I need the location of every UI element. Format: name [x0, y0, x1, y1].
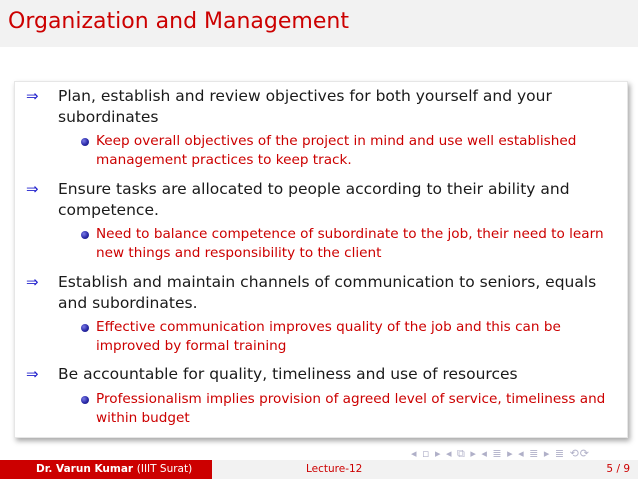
main-bullet-4: [26, 364, 606, 385]
sub-bullet-text: Need to balance competence of subordinate to the job, their need to learn new things and responsibility to the client: [96, 226, 604, 261]
main-bullet-1: [26, 86, 606, 128]
main-bullet-3: [26, 272, 606, 314]
sub-bullet-text: Keep overall objectives of the project in mind and use well established management practices to keep track.: [96, 133, 577, 168]
footer-author-panel: [0, 460, 212, 479]
bullet-dot-icon: [81, 138, 89, 146]
bullet-dot-icon: [81, 396, 89, 404]
main-bullet-2: [26, 179, 606, 221]
author-institute: (IIIT Surat): [136, 463, 193, 475]
footer-author: [36, 463, 192, 475]
implies-arrow-icon: ⇒: [26, 180, 39, 198]
slide-title: Organization and Management: [8, 9, 349, 34]
sub-bullet-3: [81, 318, 611, 356]
author-name: Dr. Varun Kumar: [36, 463, 134, 475]
main-bullet-text: Be accountable for quality, timeliness and use of resources: [58, 365, 518, 383]
main-bullet-text: Ensure tasks are allocated to people according to their ability and competence.: [58, 180, 570, 219]
beamer-navigation-controls[interactable]: ◂ ▫ ▸ ◂ ⧉ ▸ ◂ ≣ ▸ ◂ ≣ ▸ ≣ ⟲⟳: [411, 447, 591, 460]
sub-bullet-4: [81, 390, 611, 428]
footer: [0, 460, 638, 479]
footer-page-number: 5 / 9: [606, 463, 630, 475]
implies-arrow-icon: ⇒: [26, 273, 39, 291]
implies-arrow-icon: ⇒: [26, 365, 39, 383]
main-bullet-text: Plan, establish and review objectives for both yourself and your subordinates: [58, 87, 552, 126]
implies-arrow-icon: ⇒: [26, 87, 39, 105]
sub-bullet-text: Professionalism implies provision of agreed level of service, timeliness and within budget: [96, 391, 606, 426]
footer-lecture: Lecture-12: [306, 463, 363, 475]
sub-bullet-text: Effective communication improves quality of the job and this can be improved by formal training: [96, 319, 561, 354]
title-bar: [0, 0, 638, 47]
bullet-dot-icon: [81, 231, 89, 239]
sub-bullet-2: [81, 225, 611, 263]
footer-info-panel: [212, 460, 638, 479]
main-bullet-text: Establish and maintain channels of communication to seniors, equals and subordinates.: [58, 273, 597, 312]
bullet-dot-icon: [81, 324, 89, 332]
sub-bullet-1: [81, 132, 611, 170]
